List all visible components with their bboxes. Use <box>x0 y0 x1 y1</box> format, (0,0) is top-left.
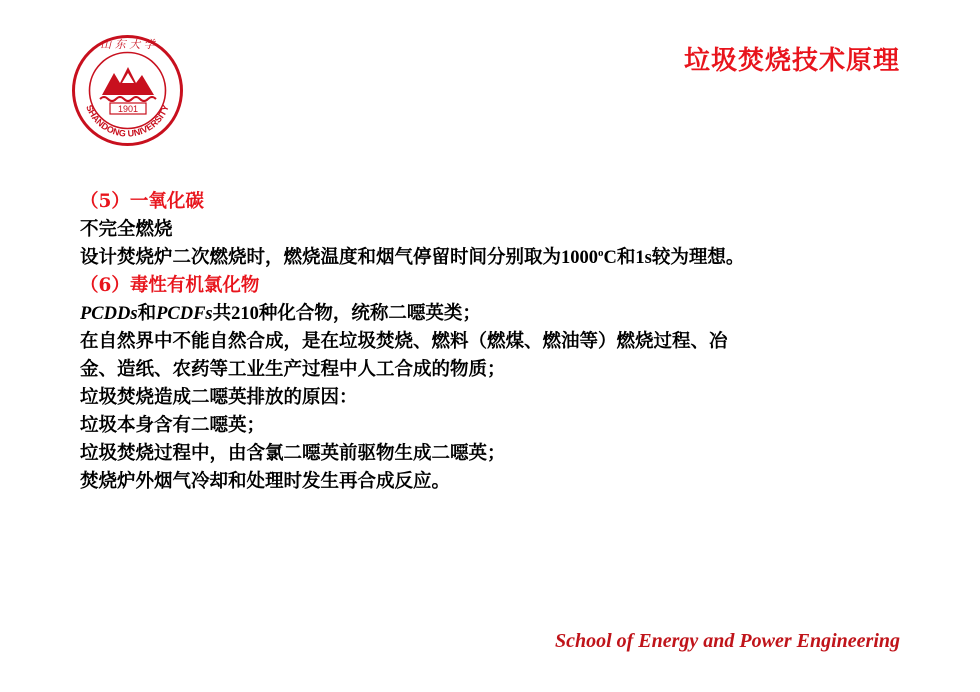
text-line-9: 焚烧炉外烟气冷却和处理时发生再合成反应。 <box>80 471 451 492</box>
text-line-1: 不完全燃烧 <box>80 219 173 240</box>
text-line-8: 垃圾焚烧过程中，由含氯二噁英前驱物生成二噁英； <box>80 443 506 464</box>
section-heading-6: （6）毒性有机氯化物 <box>80 275 260 296</box>
term-pcdfs: PCDFs <box>156 304 213 324</box>
line3-mid: 共 <box>212 303 232 324</box>
text-line-7: 垃圾本身含有二噁英； <box>80 415 266 436</box>
temp-unit: C <box>603 248 617 268</box>
text-line-3 <box>80 300 940 328</box>
logo-year: 1901 <box>117 104 139 114</box>
line2-middle: 和 <box>616 247 636 268</box>
text-line-2 <box>80 244 940 272</box>
temp-value: 1000 <box>561 248 599 268</box>
page-title: 垃圾焚烧技术原理 <box>683 46 900 76</box>
section-heading-5: （5）一氧化碳 <box>80 191 204 212</box>
slide-content <box>80 188 940 496</box>
logo-ring-textpath: SHANDONG UNIVERSITY <box>84 103 171 139</box>
line3-suffix: 种化合物，统称二噁英类； <box>258 303 481 324</box>
compound-count: 210 <box>231 304 259 324</box>
university-logo <box>70 33 185 148</box>
line3-join: 和 <box>137 303 157 324</box>
text-line-4: 在自然界中不能自然合成，是在垃圾焚烧、燃料（燃煤、燃油等）燃烧过程、冶 <box>80 331 728 352</box>
line2-prefix: 设计焚烧炉二次燃烧时，燃烧温度和烟气停留时间分别取为 <box>80 247 562 268</box>
term-pcdds: PCDDs <box>80 304 138 324</box>
text-line-6: 垃圾焚烧造成二噁英排放的原因： <box>80 387 358 408</box>
line2-suffix: 较为理想。 <box>651 247 745 268</box>
temp-degree: o <box>598 246 604 259</box>
logo-top-text: 山 东 大 学 <box>100 38 155 51</box>
time-value: 1s <box>635 248 652 268</box>
footer-school-name: School of Energy and Power Engineering <box>554 630 900 652</box>
text-line-5: 金、造纸、农药等工业生产过程中人工合成的物质； <box>80 359 506 380</box>
